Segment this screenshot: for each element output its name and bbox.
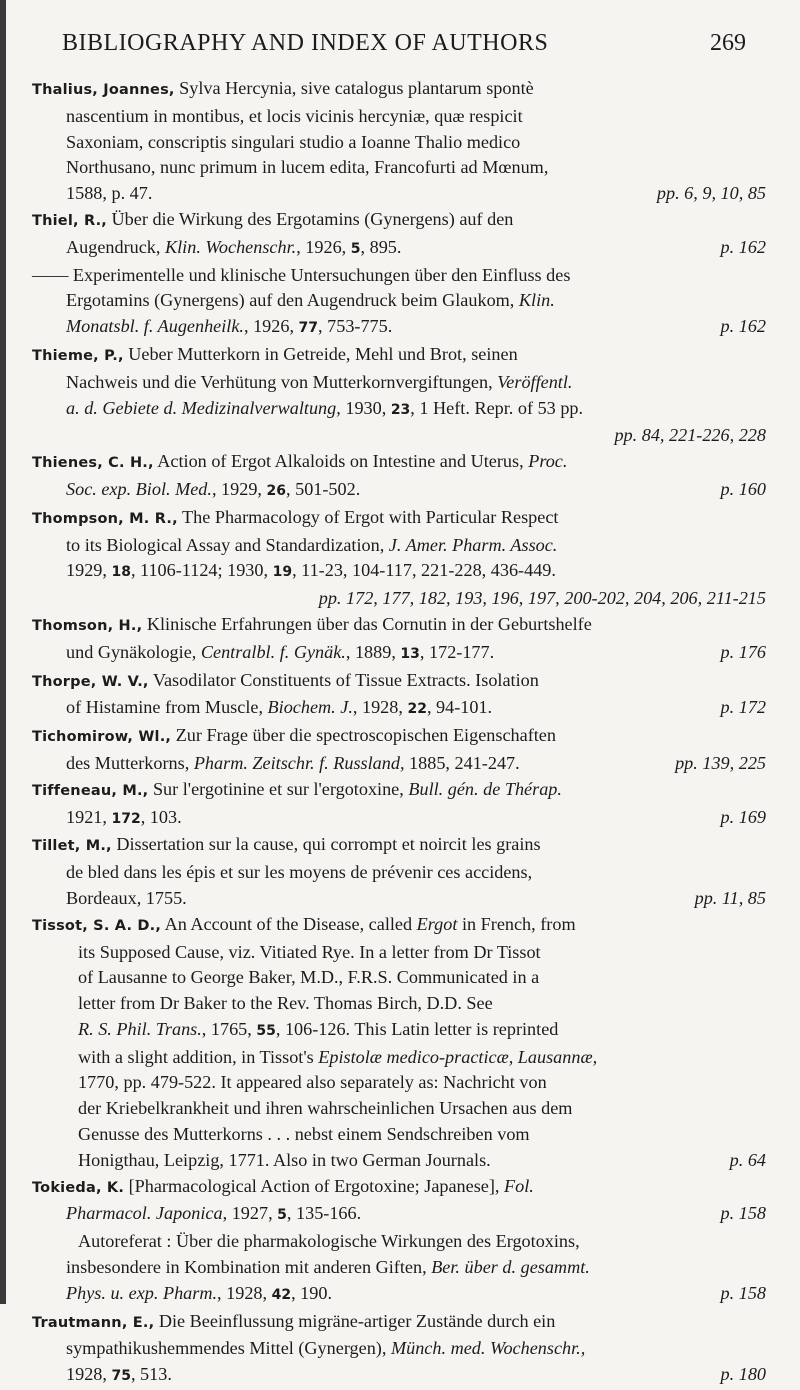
page-references: pp. 139, 225 bbox=[675, 752, 766, 773]
journal-title: Münch. med. Wochenschr., bbox=[390, 1338, 586, 1359]
page-references: p. 162 bbox=[720, 316, 766, 337]
header-title: BIBLIOGRAPHY AND INDEX OF AUTHORS bbox=[62, 30, 549, 56]
journal-title: Epistolæ medico-practicæ, Lausannæ, bbox=[318, 1046, 598, 1067]
page-references: p. 172 bbox=[720, 697, 766, 718]
entry-thorpe: Thorpe, W. V., Vasodilator Constituents of Tissue Extracts. Isolation of Histamine from Muscle, Biochem. J., 1928, 22, 94-101. p. 172 bbox=[32, 668, 776, 724]
page-references: p. 162 bbox=[720, 236, 766, 257]
journal-title: Soc. exp. Biol. Med. bbox=[66, 478, 212, 499]
author-name: Tillet, M., bbox=[32, 838, 112, 855]
page-references: p. 64 bbox=[729, 1149, 766, 1170]
entry-thiel: Thiel, R., Über die Wirkung des Ergotamins (Gynergens) auf den Augendruck, Klin. Wochenschr., 1926, 5, 895. p. 162 bbox=[32, 207, 776, 263]
running-header bbox=[62, 30, 746, 74]
entry-thieme: Thieme, P., Ueber Mutterkorn in Getreide, Mehl und Brot, seinen Nachweis und die Verhütung von Mutterkornvergiftungen, Veröffentl. a. d. Gebiete d. Medizinalverwaltung, 1930, 23, 1 Heft. Repr. of 53 pp. pp. 84, 221-226, 228 bbox=[32, 342, 776, 449]
entry-thomson: Thomson, H., Klinische Erfahrungen über das Cornutin in der Geburtshelfe und Gynäkologie, Centralbl. f. Gynäk., 1889, 13, 172-177. p. 176 bbox=[32, 612, 776, 668]
page-references: p. 169 bbox=[720, 806, 766, 827]
author-name: Thieme, P., bbox=[32, 347, 124, 364]
page-references: p. 160 bbox=[720, 478, 766, 499]
book-page bbox=[32, 30, 776, 1390]
journal-title: Biochem. J. bbox=[267, 697, 353, 718]
entry-tillet: Tillet, M., Dissertation sur la cause, qui corrompt et noircit les grains de bled dans les épis et sur les moyens de prévenir ces accidens, Bordeaux, 1755. pp. 11, 85 bbox=[32, 832, 776, 911]
author-name: Tichomirow, Wl., bbox=[32, 729, 172, 746]
page-binding-edge bbox=[0, 0, 6, 1304]
author-name: Tokieda, K. bbox=[32, 1179, 125, 1196]
journal-title: Klin. Wochenschr. bbox=[165, 236, 297, 257]
journal-title: J. Amer. Pharm. Assoc. bbox=[388, 534, 558, 555]
author-name: Thompson, M. R., bbox=[32, 510, 178, 527]
author-name: Tiffeneau, M., bbox=[32, 782, 149, 799]
journal-title: Pharm. Zeitschr. f. Russland, bbox=[193, 752, 405, 773]
page-references: pp. 84, 221-226, 228 bbox=[614, 425, 766, 446]
ditto-dash: —— bbox=[32, 264, 69, 285]
entry-tiffeneau: Tiffeneau, M., Sur l'ergotinine et sur l'ergotoxine, Bull. gén. de Thérap. 1921, 172, 103. p. 169 bbox=[32, 777, 776, 833]
journal-title: Bull. gén. de Thérap. bbox=[408, 778, 562, 799]
entry-tissot: Tissot, S. A. D., An Account of the Disease, called Ergot in French, from its Supposed Cause, viz. Vitiated Rye. In a letter from Dr Tissot of Lausanne to George Baker, M.D., F.R.S. Communicated in a letter from Dr Baker to the Rev. Thomas Birch, D.D. See R. S. Phil. Trans., 1765, 55, 106-126. This Latin letter is reprinted with a slight addition, in Tissot's Epistolæ medico-practicæ, Lausannæ, 1770, pp. 479-522. It appeared also separately as: Nachricht von der Kriebelkrankheit und ihren wahrscheinlichen Ursachen aus dem Genusse des Mutterkorns . . . nebst einem Sendschreiben vom Honigthau, Leipzig, 1771. Also in two German Journals. p. 64 bbox=[32, 912, 776, 1174]
page-references: p. 180 bbox=[720, 1364, 766, 1385]
page-references: pp. 11, 85 bbox=[694, 887, 766, 908]
page-references: pp. 6, 9, 10, 85 bbox=[656, 183, 766, 204]
entry-tichomirow: Tichomirow, Wl., Zur Frage über die spectroscopischen Eigenschaften des Mutterkorns, Pharm. Zeitschr. f. Russland, 1885, 241-247. pp. 139, 225 bbox=[32, 723, 776, 777]
entry-thalius: Thalius, Joannes, Sylva Hercynia, sive catalogus plantarum spontè nascentium in montibus, et locis vicinis hercyniæ, quæ respicit Saxoniam, conscriptis singulari studio a Ioanne Thalio medico Northusano, nunc primum in lucem edita, Francofurti ad Mœnum, 1588, p. 47. pp. 6, 9, 10, 85 bbox=[32, 76, 776, 207]
author-name: Thiel, R., bbox=[32, 212, 107, 229]
page-number: 269 bbox=[710, 30, 746, 56]
author-name: Thorpe, W. V., bbox=[32, 673, 149, 690]
author-name: Thienes, C. H., bbox=[32, 455, 154, 472]
author-name: Trautmann, E., bbox=[32, 1314, 155, 1331]
author-name: Thomson, H., bbox=[32, 617, 143, 634]
entry-thiel-2: —— Experimentelle und klinische Untersuchungen über den Einfluss des Ergotamins (Gynergens) auf den Augendruck beim Glaukom, Klin. Monatsbl. f. Augenheilk., 1926, 77, 753-775. p. 162 bbox=[32, 263, 776, 342]
entry-tokieda: Tokieda, K. [Pharmacological Action of Ergotoxine; Japanese], Fol. Pharmacol. Japonica, 1927, 5, 135-166. p. 158 Autoreferat : Über die pharmakologische Wirkungen des Ergotoxins, insbesondere in Kombination mit anderen Giften, Ber. über d. gesammt. Phys. u. exp. Pharm., 1928, 42, 190. p. 158 bbox=[32, 1174, 776, 1309]
journal-title: Veröffentl. bbox=[497, 371, 573, 392]
author-name: Thalius, Joannes, bbox=[32, 82, 175, 98]
page-references: p. 158 bbox=[720, 1282, 766, 1303]
bibliography-list bbox=[32, 76, 776, 1390]
page-references: pp. 172, 177, 182, 193, 196, 197, 200-202, 204, 206, 211-215 bbox=[318, 588, 766, 609]
author-name: Tissot, S. A. D., bbox=[32, 917, 162, 934]
journal-title: Klin. bbox=[518, 290, 555, 311]
entry-trautmann: Trautmann, E., Die Beeinflussung migräne-artiger Zustände durch ein sympathikushemmendes Mittel (Gynergen), Münch. med. Wochenschr., 1928, 75, 513. p. 180 bbox=[32, 1309, 776, 1390]
page-references: p. 176 bbox=[720, 641, 766, 662]
journal-title: Pharmacol. Japonica bbox=[66, 1203, 223, 1224]
journal-title: Centralbl. f. Gynäk. bbox=[200, 641, 346, 662]
page-references: p. 158 bbox=[720, 1203, 766, 1224]
entry-thompson: Thompson, M. R., The Pharmacology of Ergot with Particular Respect to its Biological Assay and Standardization, J. Amer. Pharm. Assoc. 1929, 18, 1106-1124; 1930, 19, 11-23, 104-117, 221-228, 436-449. pp. 172, 177, 182, 193, 196, 197, 200-202, 204, 206, 211-215 bbox=[32, 505, 776, 612]
entry-thienes: Thienes, C. H., Action of Ergot Alkaloids on Intestine and Uterus, Proc. Soc. exp. Biol. Med., 1929, 26, 501-502. p. 160 bbox=[32, 449, 776, 505]
